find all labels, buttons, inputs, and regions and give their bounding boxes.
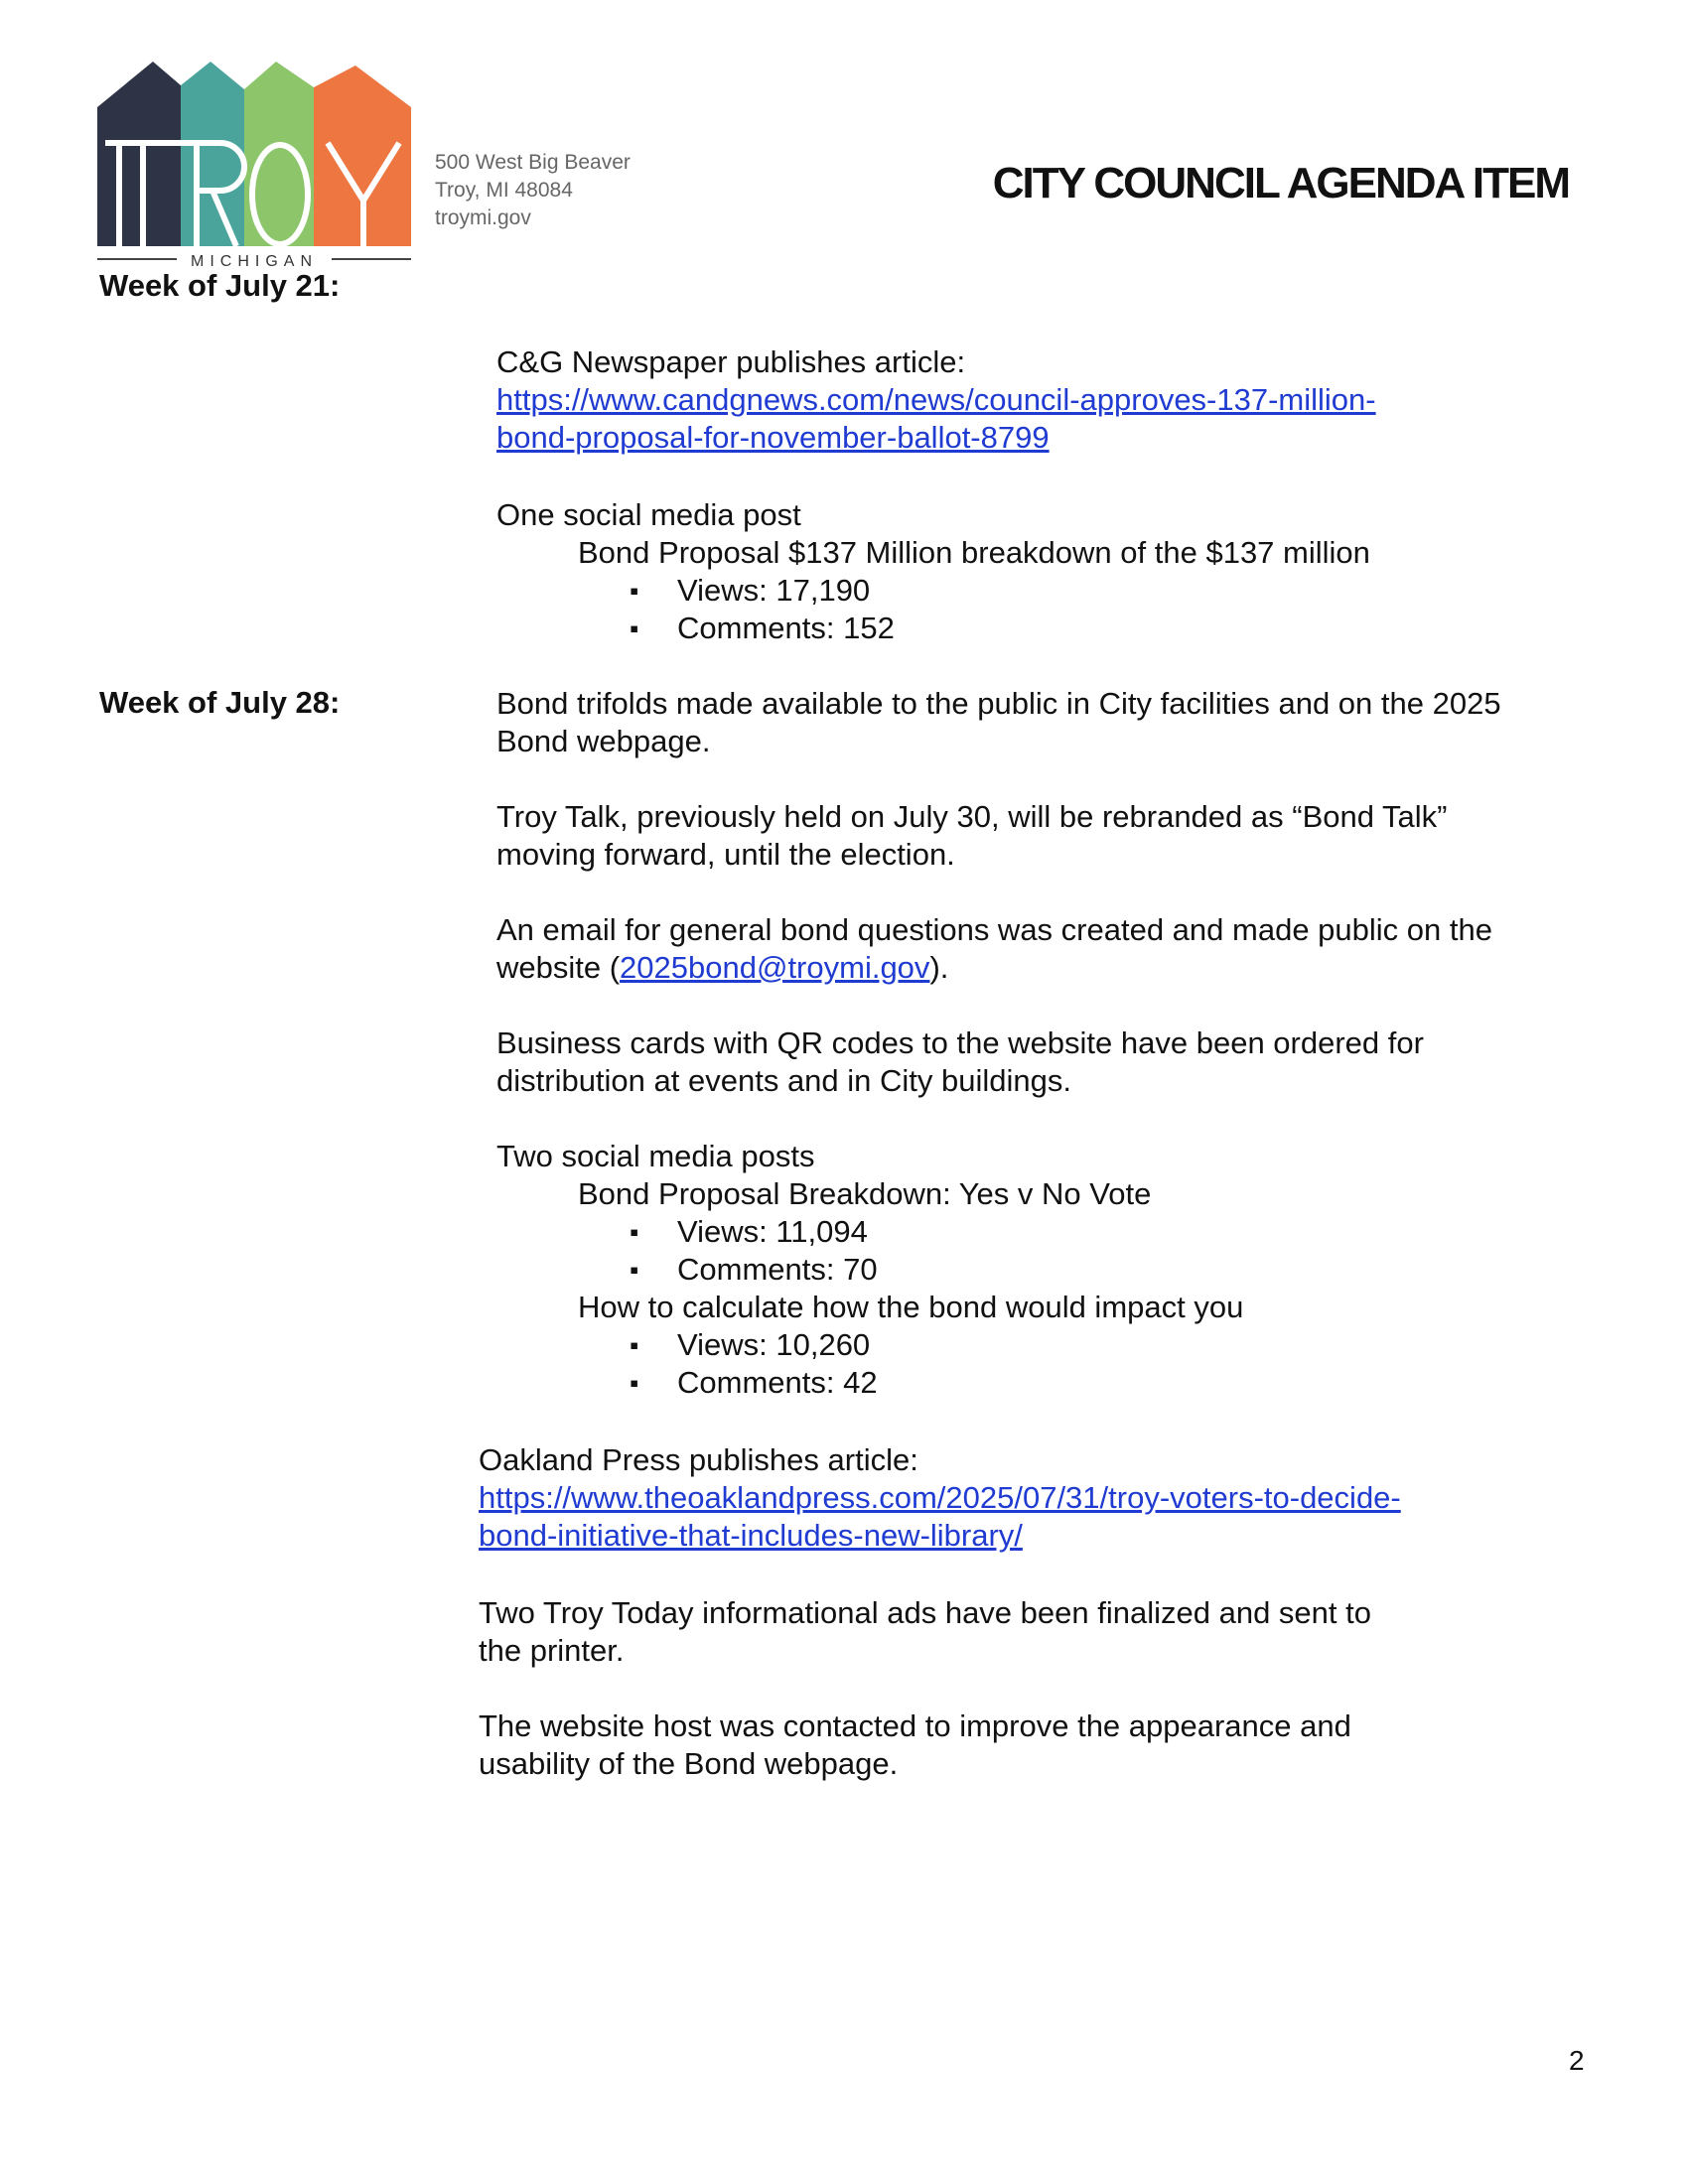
bullet-views-17190: ▪ Views: 17,190 xyxy=(677,572,870,610)
website-host-line-2: usability of the Bond webpage. xyxy=(479,1746,899,1781)
troy-today-ads-line-1: Two Troy Today informational ads have been finalized and sent to xyxy=(479,1595,1371,1630)
email-post: ). xyxy=(929,950,949,985)
email-line-2 xyxy=(496,949,948,987)
business-cards-line-1: Business cards with QR codes to the website have been ordered for xyxy=(496,1025,1424,1060)
website-text: troymi.gov xyxy=(435,206,531,229)
bullet-comments-70: ▪ Comments: 70 xyxy=(677,1251,878,1289)
business-cards-line-2: distribution at events and in City buildings. xyxy=(496,1063,1071,1098)
email-line-1: An email for general bond questions was created and made public on the xyxy=(496,912,1492,947)
post2-title: How to calculate how the bond would impact you xyxy=(578,1290,1244,1324)
trifold-line-2: Bond webpage. xyxy=(496,724,711,758)
page-title: CITY COUNCIL AGENDA ITEM xyxy=(992,159,1569,207)
address-block xyxy=(435,149,631,232)
cg-article-link-1[interactable]: https://www.candgnews.com/news/council-approves-137-million- xyxy=(496,382,1376,417)
week-heading-july-21: Week of July 21: xyxy=(99,268,341,303)
logo-michigan-text: MICHIGAN xyxy=(191,253,318,270)
social-heading-two: Two social media posts xyxy=(496,1139,815,1173)
cg-article-intro: C&G Newspaper publishes article: xyxy=(496,344,966,379)
address-line-1: 500 West Big Beaver xyxy=(435,151,631,174)
bullet-views-11094: ▪ Views: 11,094 xyxy=(677,1213,868,1251)
post1-title: Bond Proposal Breakdown: Yes v No Vote xyxy=(578,1176,1152,1211)
troy-talk-line-2: moving forward, until the election. xyxy=(496,837,955,872)
page-number: 2 xyxy=(1569,2045,1585,2076)
bullet-comments-42: ▪ Comments: 42 xyxy=(677,1364,878,1402)
cg-article-link-2[interactable]: bond-proposal-for-november-ballot-8799 xyxy=(496,420,1050,455)
post-title-137: Bond Proposal $137 Million breakdown of the $137 million xyxy=(578,535,1370,570)
troy-talk-line-1: Troy Talk, previously held on July 30, will be rebranded as “Bond Talk” xyxy=(496,799,1448,834)
address-line-2: Troy, MI 48084 xyxy=(435,179,573,202)
week-heading-july-28: Week of July 28: xyxy=(99,685,341,720)
website-host-line-1: The website host was contacted to improve the appearance and xyxy=(479,1708,1351,1743)
oakland-article-link-2[interactable]: bond-initiative-that-includes-new-library/ xyxy=(479,1518,1023,1553)
trifold-line-1: Bond trifolds made available to the public in City facilities and on the 2025 xyxy=(496,686,1501,721)
troy-today-ads-line-2: the printer. xyxy=(479,1633,625,1668)
bullet-views-10260: ▪ Views: 10,260 xyxy=(677,1326,870,1364)
email-pre: website ( xyxy=(496,950,621,985)
email-link[interactable]: 2025bond@troymi.gov xyxy=(620,950,930,985)
oakland-article-intro: Oakland Press publishes article: xyxy=(479,1442,918,1477)
bullet-comments-152: ▪ Comments: 152 xyxy=(677,610,895,647)
troy-logo xyxy=(97,58,411,270)
social-heading-one: One social media post xyxy=(496,497,801,532)
oakland-article-link-1[interactable]: https://www.theoaklandpress.com/2025/07/31/troy-voters-to-decide- xyxy=(479,1480,1401,1515)
